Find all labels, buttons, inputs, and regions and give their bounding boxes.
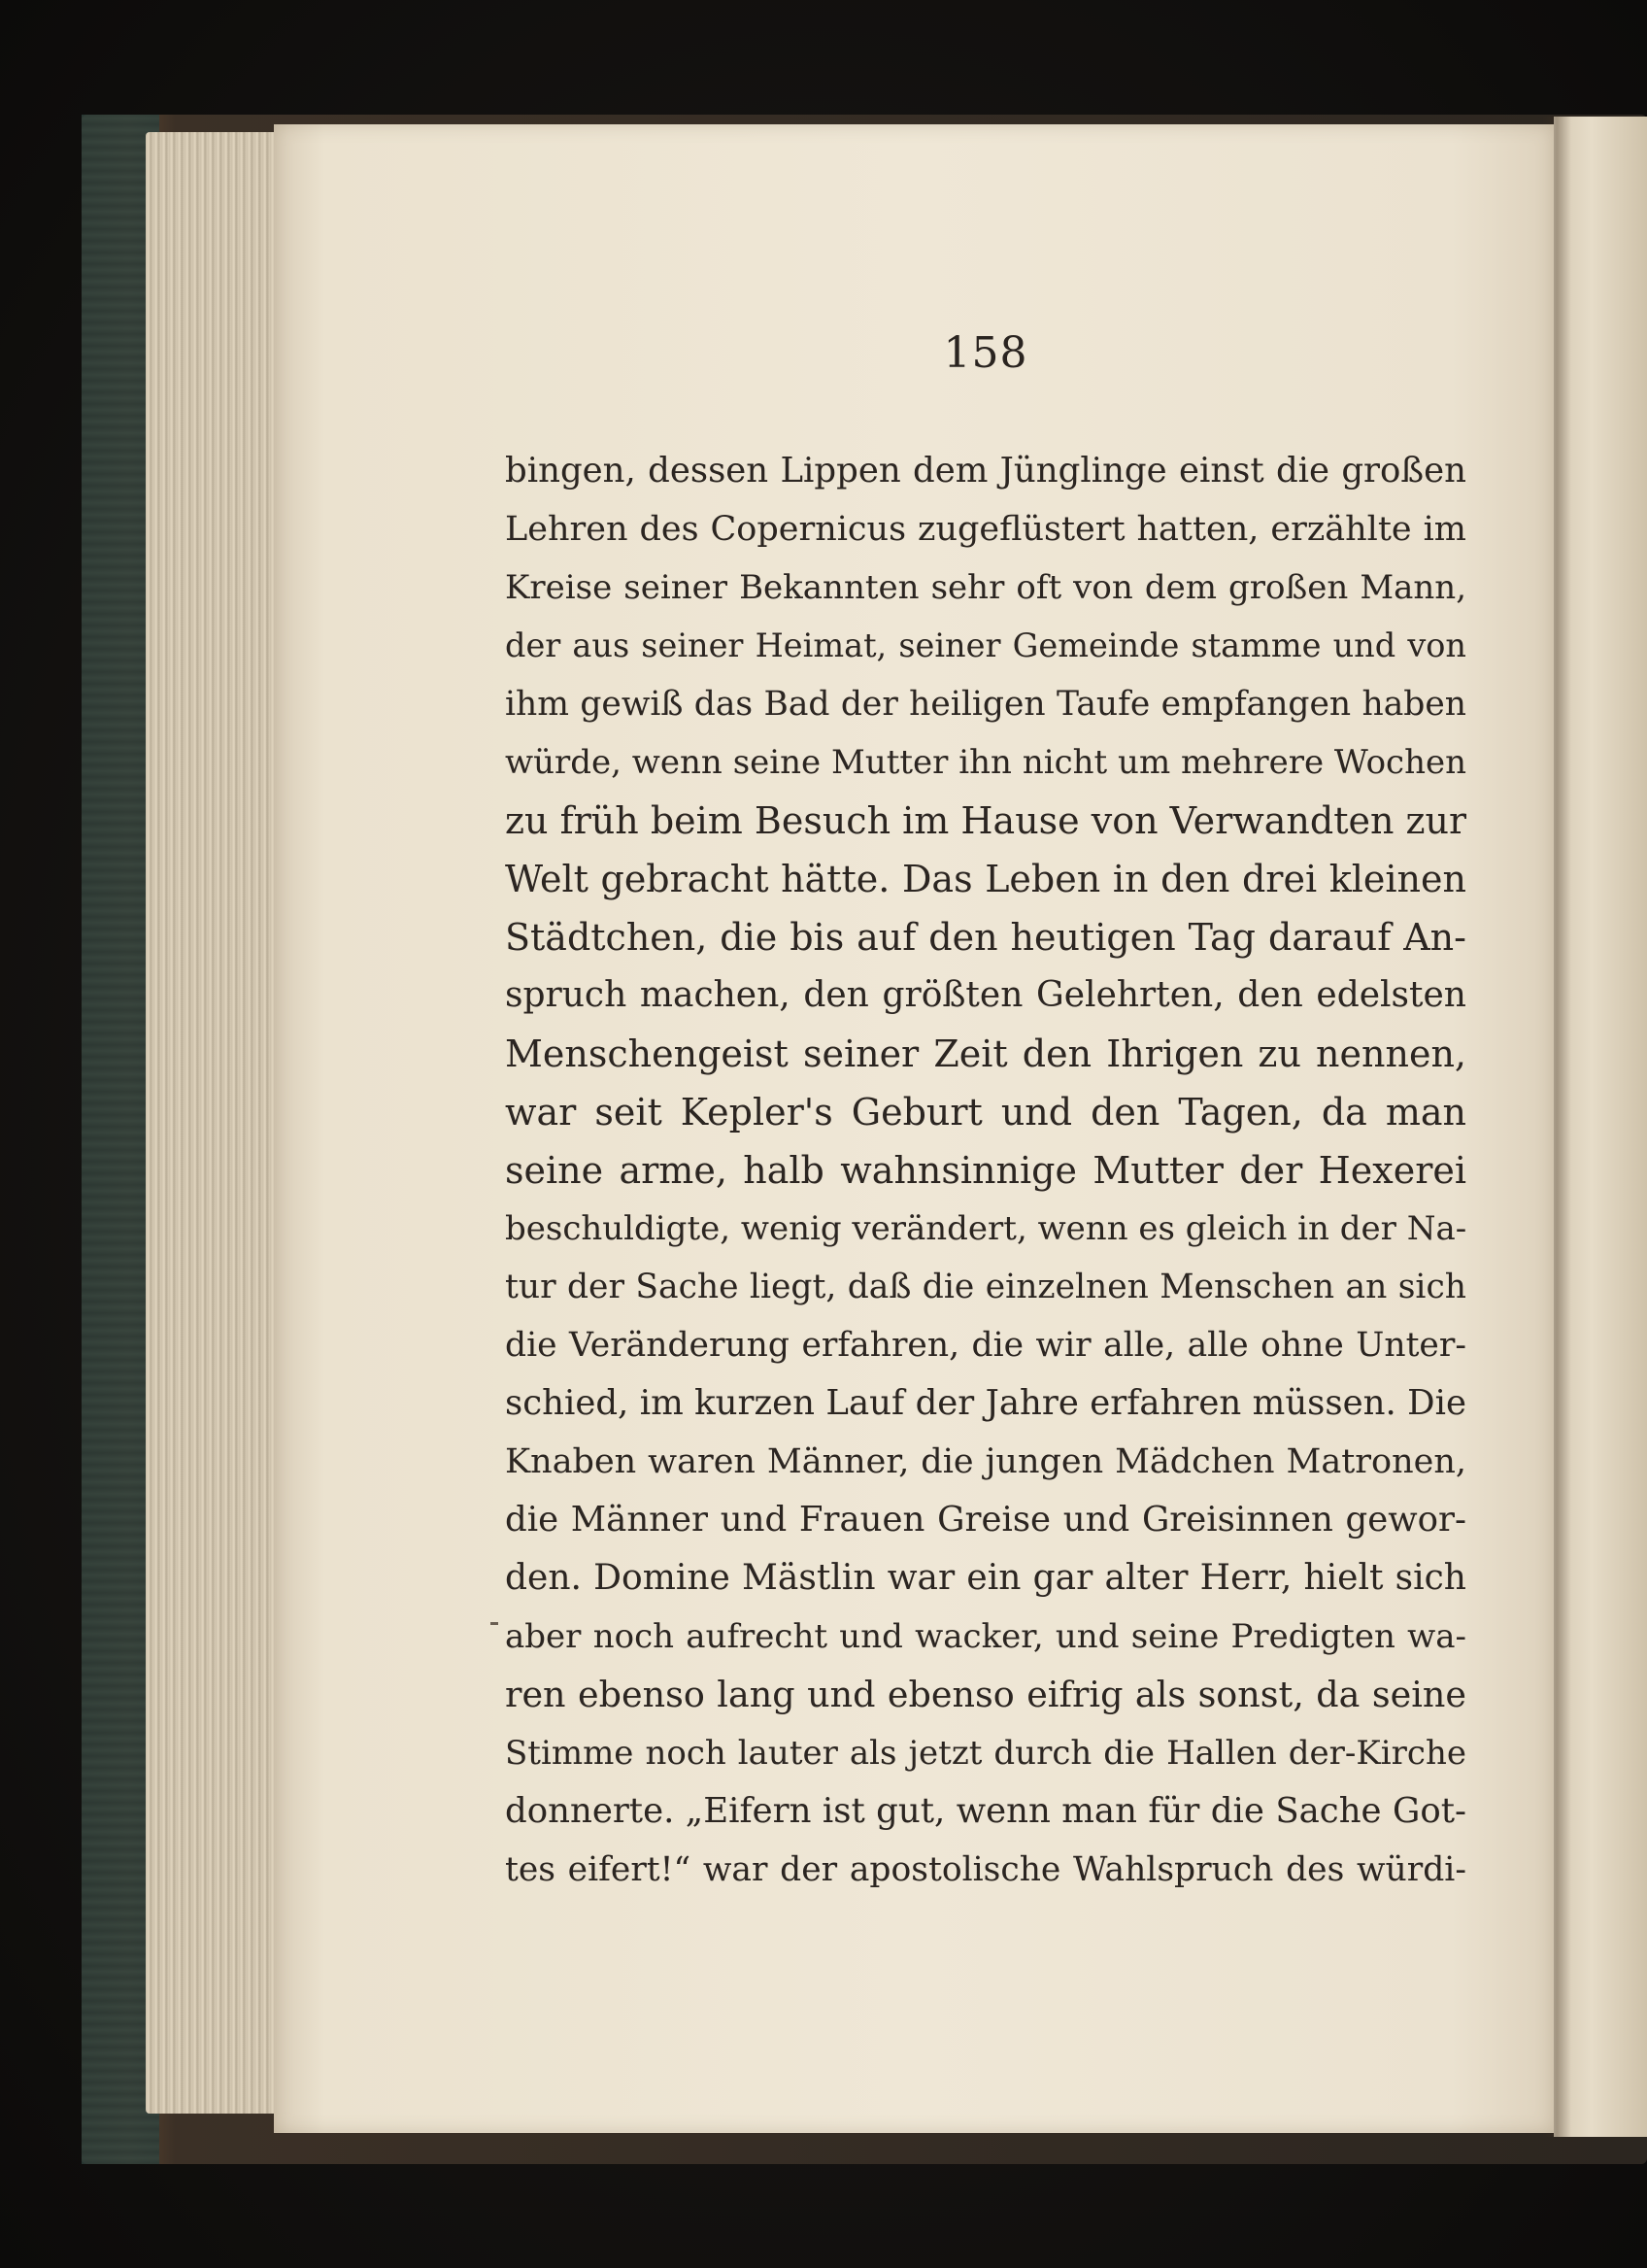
text-line: tur der Sache liegt, daß die einzelnen Menschen an sich <box>505 1268 1466 1306</box>
text-line: war seit Kepler's Geburt und den Tagen, da man <box>505 1091 1466 1134</box>
text-line: spruch machen, den größten Gelehrten, den edelsten <box>505 975 1466 1015</box>
text-line: Knaben waren Männer, die jungen Mädchen Matronen, <box>505 1442 1466 1481</box>
page-number: 158 <box>943 328 1028 378</box>
margin-mark <box>490 1622 498 1625</box>
text-line: Menschengeist seiner Zeit den Ihrigen zu nennen, <box>505 1032 1466 1075</box>
text-line: der aus seiner Heimat, seiner Gemeinde stamme und von <box>505 626 1466 664</box>
text-line: tes eifert!“ war der apostolische Wahlspruch des würdi- <box>505 1850 1466 1889</box>
text-line: würde, wenn seine Mutter ihn nicht um mehrere Wochen <box>505 743 1466 782</box>
text-line: Städtchen, die bis auf den heutigen Tag darauf An- <box>505 916 1466 959</box>
text-line: donnerte. „Eifern ist gut, wenn man für die Sache Got- <box>505 1791 1466 1831</box>
text-line: Welt gebracht hätte. Das Leben in den drei kleinen <box>505 858 1466 900</box>
text-line: Stimme noch lauter als jetzt durch die Hallen der-Kirche <box>505 1734 1466 1773</box>
page-edges <box>146 132 282 2114</box>
text-line: ren ebenso lang und ebenso eifrig als sonst, da seine <box>505 1674 1466 1715</box>
text-line: beschuldigte, wenig verändert, wenn es gleich in der Na- <box>505 1209 1466 1248</box>
text-line: Lehren des Copernicus zugeflüstert hatten, erzählte im <box>505 510 1466 549</box>
text-line: seine arme, halb wahnsinnige Mutter der Hexerei <box>505 1149 1466 1192</box>
body-text <box>505 442 1466 1899</box>
text-line: bingen, dessen Lippen dem Jünglinge einst die großen <box>505 451 1466 491</box>
text-line: ihm gewiß das Bad der heiligen Taufe empfangen haben <box>505 685 1466 724</box>
text-line: die Männer und Frauen Greise und Greisinnen gewor- <box>505 1500 1466 1540</box>
text-line: zu früh beim Besuch im Hause von Verwandten zur <box>505 799 1466 842</box>
text-line: schied, im kurzen Lauf der Jahre erfahren müssen. Die <box>505 1383 1466 1423</box>
text-line: die Veränderung erfahren, die wir alle, alle ohne Unter- <box>505 1326 1466 1365</box>
text-line: aber noch aufrecht und wacker, und seine Predigten wa- <box>505 1617 1466 1656</box>
text-line: Kreise seiner Bekannten sehr oft von dem großen Mann, <box>505 568 1466 607</box>
text-line: den. Domine Mästlin war ein gar alter Herr, hielt sich <box>505 1558 1466 1598</box>
